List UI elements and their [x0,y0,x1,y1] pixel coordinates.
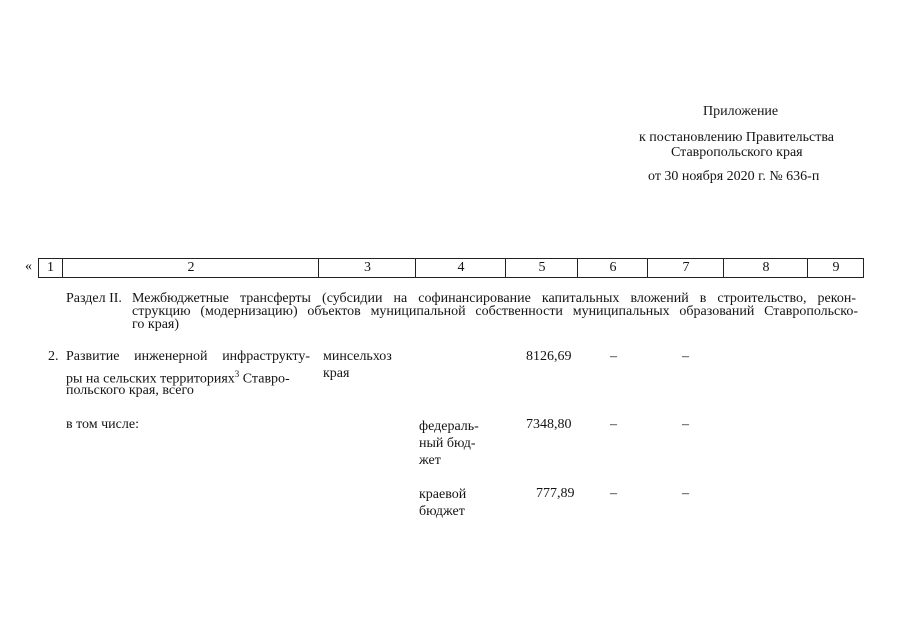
section-title-line2: струкцию (модернизацию) объектов муниципальной собственности муниципальных образований Ставропольско- [132,304,858,319]
column-number-4: 4 [415,259,506,277]
regional-source-line2: бюджет [419,504,465,519]
section-label: Раздел II. [66,291,122,306]
appendix-title: Приложение [703,104,779,119]
regional-col6-dash: – [610,486,617,501]
federal-source-line1: федераль- [419,419,479,434]
total-col6-dash: – [610,349,617,364]
column-number-8: 8 [723,259,808,277]
federal-value: 7348,80 [526,417,572,432]
regional-value: 777,89 [536,486,575,501]
column-number-5: 5 [505,259,578,277]
federal-source-line2: ный бюд- [419,436,476,451]
column-number-2: 2 [62,259,319,277]
opening-quote: « [25,259,32,274]
column-number-6: 6 [577,259,648,277]
resolution-date-number: от 30 ноября 2020 г. № 636-п [648,169,820,184]
item-name-line3: польского края, всего [66,383,194,398]
footnote-mark: 3 [234,369,240,379]
executor-line1: минсельхоз [323,349,392,364]
including-label: в том числе: [66,417,139,432]
regional-source-line1: краевой [419,487,467,502]
column-number-7: 7 [647,259,724,277]
row-number: 2. [48,349,59,364]
federal-col7-dash: – [682,417,689,432]
column-number-1: 1 [47,260,54,275]
item-name-line2-start: ры на сельских территориях [66,371,235,387]
section-title-line3: го края) [132,317,180,332]
column-number-3: 3 [318,259,416,277]
federal-col6-dash: – [610,417,617,432]
column-number-9: 9 [807,259,864,277]
total-col7-dash: – [682,349,689,364]
executor-line2: края [323,366,350,381]
resolution-line: к постановлению Правительства [639,130,835,145]
total-value: 8126,69 [526,349,572,364]
item-name-line2-end: Ставро- [239,371,290,387]
federal-source-line3: жет [419,453,441,468]
regional-col7-dash: – [682,486,689,501]
region-line: Ставропольского края [671,145,803,160]
column-number-row [38,258,864,278]
item-name-line1: Развитие инженерной инфраструкту- [66,349,310,364]
section-title-line1: Межбюджетные трансферты (субсидии на софинансирование капитальных вложений в строительство, рекон- [132,291,856,306]
